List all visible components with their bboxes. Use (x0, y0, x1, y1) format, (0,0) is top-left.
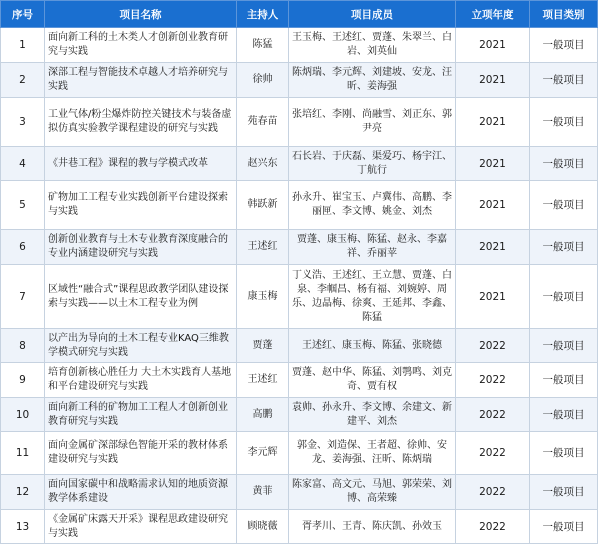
header-year: 立项年度 (456, 1, 530, 28)
row-year: 2021 (456, 265, 530, 329)
table-row (1, 363, 598, 398)
row-no: 8 (1, 329, 45, 363)
row-no: 5 (1, 181, 45, 230)
row-host: 康玉梅 (237, 265, 289, 329)
table-row (1, 432, 598, 475)
row-type: 一般项目 (530, 63, 598, 98)
row-members: 陈家富、高文元、马旭、郭荣荣、刘博、高荣臻 (289, 475, 456, 510)
row-year: 2022 (456, 398, 530, 432)
row-year: 2021 (456, 230, 530, 265)
row-title: 深部工程与智能技术卓越人才培养研究与实践 (45, 63, 237, 98)
table-row (1, 265, 598, 329)
row-host: 陈猛 (237, 28, 289, 63)
row-type: 一般项目 (530, 181, 598, 230)
row-title: 培育创新核心胜任力 大土木实践育人基地和平台建设研究与实践 (45, 363, 237, 398)
row-host: 苑春苗 (237, 98, 289, 147)
row-host: 李元辉 (237, 432, 289, 475)
row-host: 顾晓薇 (237, 510, 289, 544)
row-no: 10 (1, 398, 45, 432)
row-type: 一般项目 (530, 98, 598, 147)
row-year: 2021 (456, 63, 530, 98)
row-year: 2022 (456, 475, 530, 510)
row-year: 2022 (456, 363, 530, 398)
header-row (1, 1, 598, 28)
table-row (1, 28, 598, 63)
table-row (1, 181, 598, 230)
row-no: 1 (1, 28, 45, 63)
row-members: 丁义浩、王述红、王立慧、贾蓬、白泉、李帼昌、杨有福、刘婉婷、周乐、边晶梅、徐爽、王延邦、李鑫、陈猛 (289, 265, 456, 329)
row-no: 2 (1, 63, 45, 98)
row-title: 面向国家碳中和战略需求认知的地质资源教学体系建设 (45, 475, 237, 510)
row-no: 12 (1, 475, 45, 510)
row-title: 面向新工科的土木类人才创新创业教育研究与实践 (45, 28, 237, 63)
row-year: 2021 (456, 147, 530, 181)
row-type: 一般项目 (530, 28, 598, 63)
row-year: 2022 (456, 432, 530, 475)
row-type: 一般项目 (530, 329, 598, 363)
row-type: 一般项目 (530, 230, 598, 265)
row-no: 7 (1, 265, 45, 329)
row-type: 一般项目 (530, 432, 598, 475)
row-type: 一般项目 (530, 363, 598, 398)
row-no: 11 (1, 432, 45, 475)
row-host: 王述红 (237, 363, 289, 398)
header-title: 项目名称 (45, 1, 237, 28)
table-row (1, 475, 598, 510)
row-type: 一般项目 (530, 265, 598, 329)
table-row (1, 98, 598, 147)
row-members: 孙永升、崔宝玉、卢冀伟、高鹏、李丽匣、李文博、姚金、刘杰 (289, 181, 456, 230)
row-year: 2022 (456, 329, 530, 363)
row-no: 9 (1, 363, 45, 398)
row-members: 王玉梅、王述红、贾蓬、朱翠兰、白岩、刘英仙 (289, 28, 456, 63)
row-members: 郭金、刘造保、王者超、徐帅、安龙、姜海强、汪昕、陈炳瑞 (289, 432, 456, 475)
table-row (1, 398, 598, 432)
row-year: 2022 (456, 510, 530, 544)
row-no: 4 (1, 147, 45, 181)
row-members: 袁帅、孙永升、李文博、余建文、新建平、刘杰 (289, 398, 456, 432)
header-no: 序号 (1, 1, 45, 28)
row-host: 赵兴东 (237, 147, 289, 181)
table-row (1, 63, 598, 98)
row-title: 《井巷工程》课程的教与学模式改革 (45, 147, 237, 181)
row-title: 《金属矿床露天开采》课程思政建设研究与实践 (45, 510, 237, 544)
row-host: 徐帅 (237, 63, 289, 98)
table-row (1, 230, 598, 265)
row-no: 3 (1, 98, 45, 147)
row-members: 王述红、康玉梅、陈猛、张晓德 (289, 329, 456, 363)
row-title: 矿物加工工程专业实践创新平台建设探索与实践 (45, 181, 237, 230)
row-type: 一般项目 (530, 475, 598, 510)
row-host: 高鹏 (237, 398, 289, 432)
row-host: 贾蓬 (237, 329, 289, 363)
row-members: 贾蓬、赵中华、陈猛、刘鹗鸣、刘克奇、贾有权 (289, 363, 456, 398)
row-title: 区域性“融合式”课程思政教学团队建设探索与实践——以土木工程专业为例 (45, 265, 237, 329)
row-host: 韩跃新 (237, 181, 289, 230)
header-members: 项目成员 (289, 1, 456, 28)
table-row (1, 510, 598, 544)
row-title: 创新创业教育与土木专业教育深度融合的专业内涵建设研究与实践 (45, 230, 237, 265)
row-year: 2021 (456, 98, 530, 147)
row-members: 张培红、李刚、尚融雪、刘正东、郭尹亮 (289, 98, 456, 147)
row-year: 2021 (456, 181, 530, 230)
row-members: 陈炳瑞、李元辉、刘建坡、安龙、汪昕、姜海强 (289, 63, 456, 98)
row-year: 2021 (456, 28, 530, 63)
table-row (1, 329, 598, 363)
row-no: 13 (1, 510, 45, 544)
row-no: 6 (1, 230, 45, 265)
row-title: 面向新工科的矿物加工工程人才创新创业教育研究与实践 (45, 398, 237, 432)
row-title: 工业气体/粉尘爆炸防控关键技术与装备虚拟仿真实验教学课程建设的研究与实践 (45, 98, 237, 147)
header-type: 项目类别 (530, 1, 598, 28)
row-type: 一般项目 (530, 510, 598, 544)
row-members: 石长岩、于庆磊、渠爱巧、杨宇江、丁航行 (289, 147, 456, 181)
table-row (1, 147, 598, 181)
header-host: 主持人 (237, 1, 289, 28)
row-host: 王述红 (237, 230, 289, 265)
row-members: 贾蓬、康玉梅、陈猛、赵永、李嘉祥、乔丽苹 (289, 230, 456, 265)
row-title: 面向金属矿深部绿色智能开采的教材体系建设研究与实践 (45, 432, 237, 475)
row-host: 黄菲 (237, 475, 289, 510)
row-type: 一般项目 (530, 147, 598, 181)
row-members: 胥孝川、王青、陈庆凯、孙效玉 (289, 510, 456, 544)
row-title: 以产出为导向的土木工程专业KAQ三维教学模式研究与实践 (45, 329, 237, 363)
row-type: 一般项目 (530, 398, 598, 432)
